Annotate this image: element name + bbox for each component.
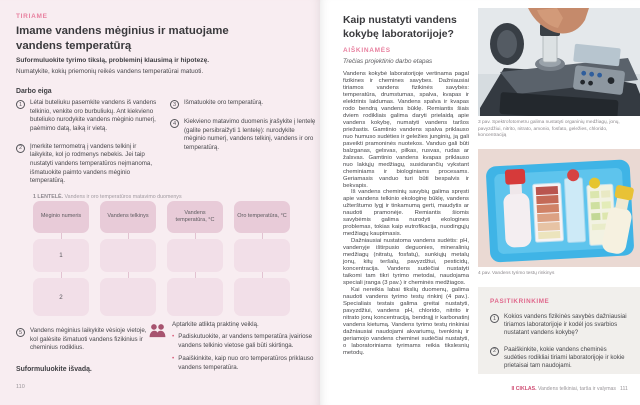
step-text: Vandens mėginius laikykite vėsioje vietoje, kol galėsite išmatuoti vandens fizikinius ir cheminius rodiklius. — [30, 327, 147, 352]
table-cell: 1 — [33, 239, 89, 272]
step-text: Įmerkite termometrą į vandens telkinį ir laikykite, kol jo rodmenys nebekis. Jei taip nustatyti vandens temperatūros neįmanoma, išmatuokite paimto vandens mėginio temperatūrą. — [30, 142, 153, 185]
table-cell — [167, 239, 223, 272]
check-text: Kokios vandens fizikinės savybės dažniausiai tiriamos laboratorijoje ir kodėl jos svarbios nustatant vandens kokybę? — [504, 313, 627, 337]
left-lead-text: Numatykite, kokių priemonių reikės vandens temperatūrai matuoti. — [16, 68, 204, 75]
steps-column-2 — [170, 99, 316, 153]
step-number-badge: 4 — [170, 119, 179, 128]
steps-column-1 — [16, 99, 159, 186]
body-paragraph: Kai nereikia labai tikslių duomenų, galima naudoti vandens tyrimo testų rinkinį (4 pav.). Specialiais testais galima greitai nustatyti, pavyzdžiui, vandens pH, chlorido, nitrito ir nitrato jonų koncentraciją, bendrąjį ir karbonatinį vandens kietumą. Vandens tyrimo testų rinkiniai dažniausiai naudojami akvariumų, tvenkinių ir geriamojo vandens cheminei sudėčiai nustatyti, o laboratoriniams tyrimams reikia tikslesnių metodų. — [343, 287, 469, 356]
steps-heading: Darbo eiga — [16, 88, 52, 95]
step-number-badge: 3 — [170, 100, 179, 109]
check-heading: PASITIKRINKIME — [490, 298, 550, 305]
table-header-cell: Oro temperatūra, °C — [234, 201, 290, 233]
bullet-text: Padiskutuokite, ar vandens temperatūra įvairiose vandens telkinio vietose gali būti skirtinga. — [178, 333, 313, 349]
discussion-content — [172, 321, 315, 377]
table-cell — [100, 278, 156, 316]
discussion-icon — [149, 323, 166, 377]
bullet-dot-icon: • — [172, 333, 175, 340]
step-5 — [16, 327, 152, 353]
right-subtitle: Trečias projektinio darbo etapas — [343, 58, 433, 65]
check-number-badge: 1 — [490, 314, 499, 323]
table-cell — [100, 239, 156, 272]
table-header-cell: Vandens temperatūra, °C — [167, 201, 223, 233]
step-text: Lėtai buteliuku pasemkite vandens iš vandens telkinio, venkite oro burbuliukų. Ant kiekvieno buteliuko nurodykite vandens mėginio numerį, paėmimo datą, laiką ir vietą. — [30, 99, 157, 133]
table-caption-text: Vandens ir oro temperatūros matavimo duomenys — [64, 194, 182, 200]
right-footer — [320, 386, 616, 392]
figure-3-caption: 3 pav. Spektrofotometru galima nustatyti organinių medžiagų, jonų, pavyzdžiui, nitrito, nitrato, amonio, fosfato, geležies, chlorido, koncentraciją — [478, 120, 620, 139]
step-4 — [170, 118, 316, 153]
step-number-badge: 1 — [16, 100, 25, 109]
check-number-badge: 2 — [490, 347, 499, 356]
discussion-bullet — [172, 333, 315, 350]
step-number-badge: 2 — [16, 144, 25, 153]
table-header-cell: Mėginio numeris — [33, 201, 89, 233]
table-cell — [234, 239, 290, 272]
table-header-cell: Vandens telkinys — [100, 201, 156, 233]
water-test-kit-photo — [478, 149, 640, 267]
table-cell — [167, 278, 223, 316]
check-text: Paaiškinkite, kokie vandens cheminės sudėties rodikliai tiriami laboratorijoje ir kokie prietaisai tam naudojami. — [504, 345, 625, 370]
right-kicker: AIŠKINAMĖS — [343, 47, 391, 54]
body-paragraph: Iš vandens cheminių savybių galima spręsti apie vandens telkinio ekologinę būklę, vandens užterštumo lygį ir tinkamumą gerti, maudytis ar naudoti pramonėje. Remiantis šiomis savybėmis galima nurodyti ekologines problemas, tokias kaip eutrofikacija, nuodingųjų medžiagų kaupimasis. — [343, 189, 469, 238]
left-page-number: 110 — [16, 384, 25, 390]
discussion-bullet — [172, 355, 315, 372]
check-item-1 — [490, 313, 630, 338]
table-cell — [234, 278, 290, 316]
step-1 — [16, 99, 159, 134]
step-text: Kiekvieno matavimo duomenis įrašykite į lentelę (galite persibraižyti 1 lentelę): nurodykite mėginio numerį, vandens telkinį, vandens ir oro temperatūrą. — [184, 118, 316, 152]
right-page — [320, 0, 640, 405]
check-item-2 — [490, 346, 630, 371]
step-3 — [170, 99, 316, 109]
bullet-dot-icon: • — [172, 355, 175, 363]
figure-4-caption: 4 pav. Vandens tyrimo testų rinkinys — [478, 271, 555, 276]
bullet-text: Paaiškinkite, kaip nuo oro temperatūros priklauso vandens temperatūra. — [178, 355, 314, 371]
conclusion-heading: Suformuluokite išvadą. — [16, 366, 92, 373]
right-page-number: 111 — [620, 386, 628, 392]
body-paragraph: Dažniausiai nustatoma vandens sudėtis: pH, vandenyje ištirpusio deguonies, mineralinių medžiagų (nitratų, fosfatų), sunkiųjų metalų jonų, kitų teršalų, pavyzdžiui, pesticidų, koncentracija. Vandens sudėčiai nustatyti taikomi tam tikri tyrimo metodai, naudojama speciali įranga (3 pav.) ir cheminės medžiagos. — [343, 238, 469, 287]
discussion-intro: Aptarkite atliktą praktinę veiklą. — [172, 321, 259, 328]
left-page-title: Imame vandens mėginius ir matuojame vandens temperatūrą — [16, 25, 229, 52]
measurement-table — [33, 201, 290, 316]
body-paragraph: Vandens kokybė laboratorijoje vertinama pagal fizikines ir chemines savybes. Dažniausiai tiriamos vandens fizikinės savybės: temperatūra, drumstumas, spalva, kvapas ir elektrinis laidumas. Vandens spalva ir kvapas rodo bendrą vandens būklę. Remiantis šiais dviem rodikliais galima daryti prielaidą apie vandens kokybę, numatyti vandens taršos priežastis. Gamtinio vandens spalva priklauso nuo humuso sudėties ir geležies junginių, ją gali paveikti pramoninės nuotekos. Vanduo gali būti balzganas, gelsvas, pilkas, rusvas, rudas ar žalsvas. Gamtinio vandens kvapas priklauso nuo lakiųjų medžiagų, susidarančių vykstant cheminiams ir biologiniams procesams. Geriamasis vanduo turi būti bespalvis ir bekvapis. — [343, 71, 469, 189]
step-number-badge: 5 — [16, 328, 25, 337]
right-page-title: Kaip nustatyti vandens kokybę laboratorijoje? — [343, 15, 457, 40]
spectrophotometer-photo — [478, 8, 640, 116]
step-text: Išmatuokite oro temperatūrą. — [184, 99, 264, 106]
discussion-block — [149, 321, 315, 377]
table-caption — [33, 194, 293, 200]
step-2 — [16, 143, 159, 186]
footer-cycle-label: II CIKLAS. — [511, 386, 537, 392]
left-kicker: TIRIAME — [16, 13, 48, 20]
left-lead-bold: Suformuluokite tyrimo tikslą, probleminį klausimą ir hipotezę. — [16, 57, 210, 64]
table-caption-label: 1 LENTELĖ. — [33, 194, 64, 200]
footer-cycle-text: Vandens telkiniai, tarša ir valymas — [536, 386, 616, 392]
right-body-column — [343, 71, 469, 357]
check-yourself-box — [478, 287, 640, 374]
table-cell: 2 — [33, 278, 89, 316]
